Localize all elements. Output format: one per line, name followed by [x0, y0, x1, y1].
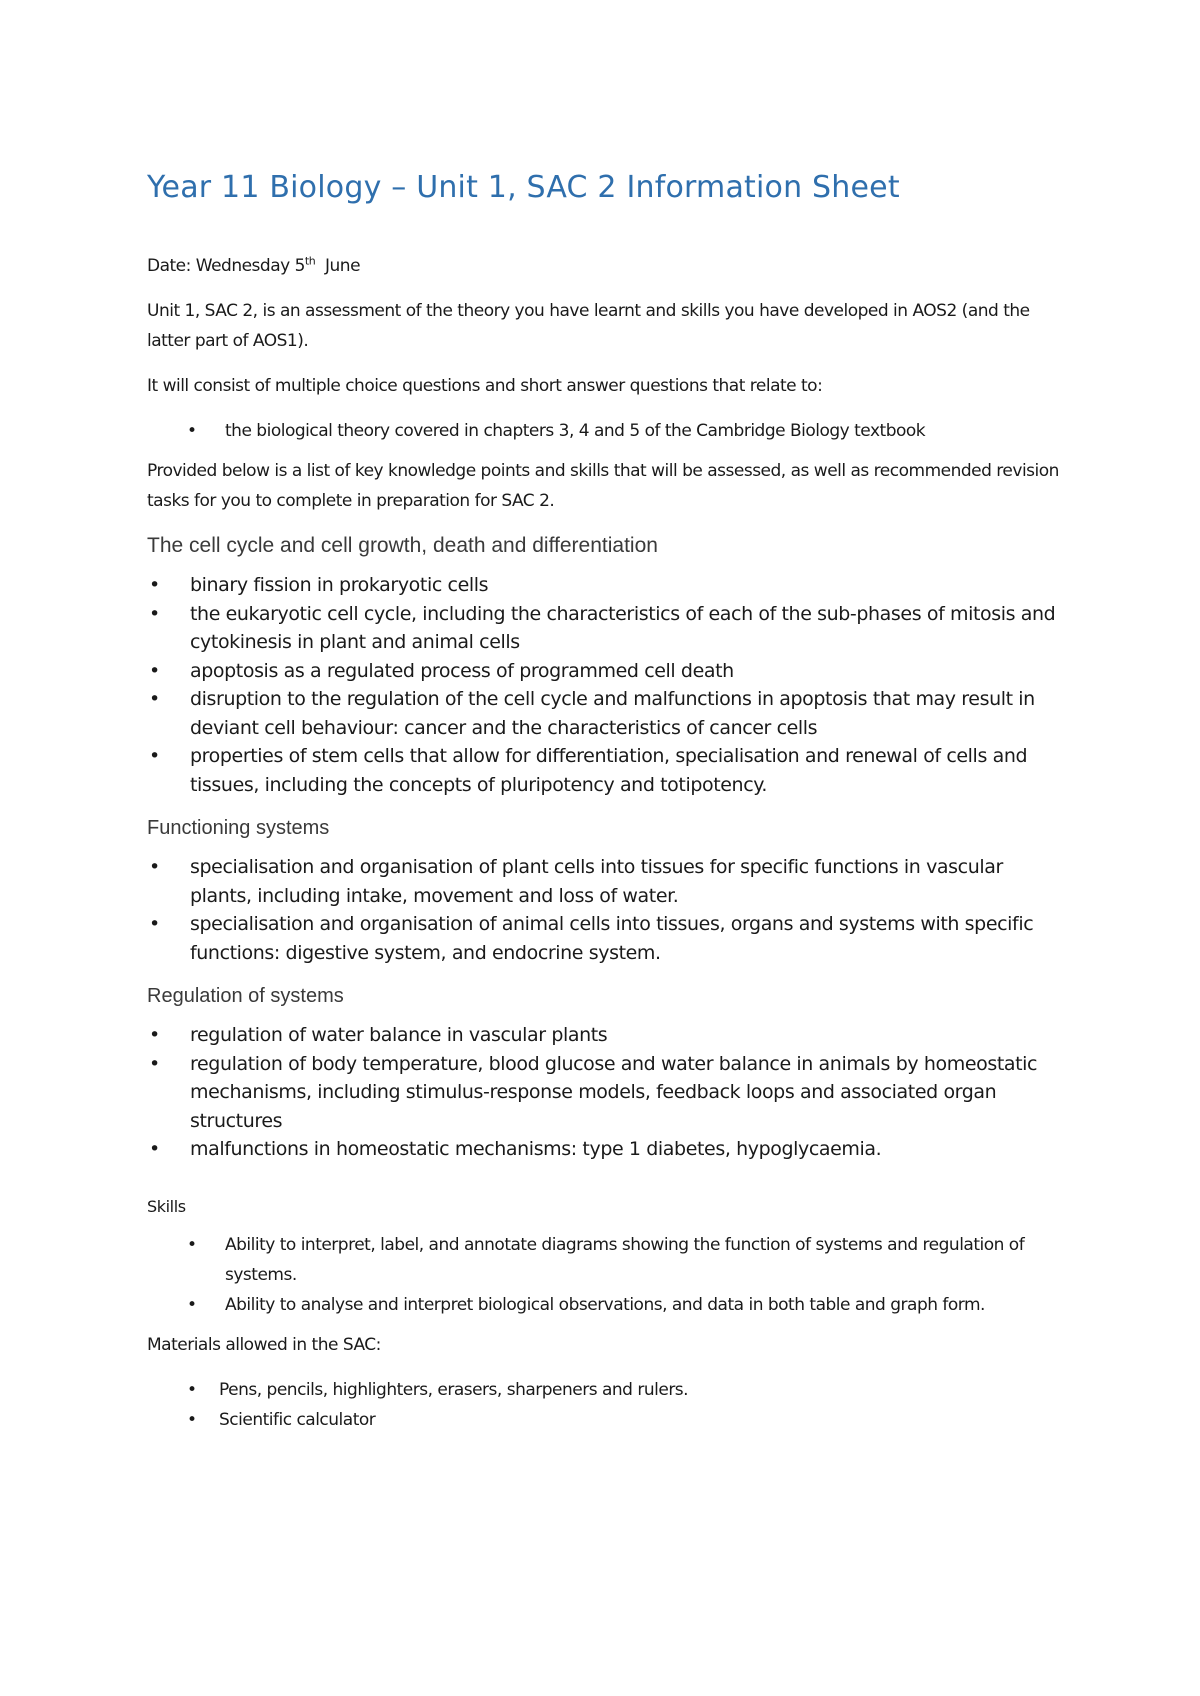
provided-paragraph: Provided below is a list of key knowledge points and skills that will be assessed, as well as recommended revision tasks for you to complete in preparation for SAC 2. [147, 461, 1059, 511]
list-item [147, 1405, 1067, 1435]
list-item [147, 1375, 1067, 1405]
bullet-icon: • [187, 1294, 197, 1315]
bullet-icon: • [149, 1138, 160, 1160]
list-item-text: disruption to the regulation of the cell cycle and malfunctions in apoptosis that may result in deviant cell behaviour: cancer and the characteristics of cancer cells [190, 688, 1035, 739]
list-item [147, 1050, 1067, 1136]
bullet-icon: • [149, 913, 160, 935]
section-list-regulation [147, 1021, 1067, 1164]
bullet-icon: • [187, 1234, 197, 1255]
list-item-text: specialisation and organisation of plant cells into tissues for specific functions in vascular plants, including intake, movement and loss of water. [190, 856, 1003, 907]
date-sup: th [304, 254, 316, 268]
date-rest: June [315, 256, 361, 276]
section-heading-functioning-systems: Functioning systems [147, 817, 330, 839]
list-item [147, 571, 1067, 600]
bullet-icon: • [149, 574, 160, 596]
bullet-icon: • [187, 421, 197, 441]
list-item [147, 853, 1067, 910]
bullet-icon: • [187, 1379, 197, 1400]
list-item [147, 416, 1067, 446]
bullet-icon: • [149, 1024, 160, 1046]
consist-list [147, 416, 1067, 446]
list-item-text: malfunctions in homeostatic mechanisms: type 1 diabetes, hypoglycaemia. [190, 1138, 882, 1160]
list-item-text: apoptosis as a regulated process of programmed cell death [190, 659, 734, 682]
section-heading-regulation: Regulation of systems [147, 985, 344, 1007]
list-item-text: regulation of body temperature, blood glucose and water balance in animals by homeostatic mechanisms, including stimulus-response models, feedback loops and associated organ structures [190, 1052, 1038, 1132]
list-item-text: specialisation and organisation of animal cells into tissues, organs and systems with specific functions: digestive system, and endocrine system. [190, 913, 1034, 964]
materials-heading: Materials allowed in the SAC: [147, 1334, 381, 1355]
bullet-icon: • [149, 659, 160, 682]
bullet-icon: • [149, 856, 160, 878]
list-item-text: the eukaryotic cell cycle, including the characteristics of each of the sub-phases of mitosis and cytokinesis in plant and animal cells [190, 602, 1056, 653]
list-item-text: Ability to interpret, label, and annotate diagrams showing the function of systems and regulation of systems. [225, 1234, 1025, 1285]
list-item-text: binary fission in prokaryotic cells [190, 574, 489, 596]
list-item-text: regulation of water balance in vascular plants [190, 1024, 608, 1046]
date-line [147, 251, 1067, 281]
intro-paragraph: Unit 1, SAC 2, is an assessment of the theory you have learnt and skills you have developed in AOS2 (and the latter part of AOS1). [147, 301, 1030, 351]
skills-list [147, 1230, 1067, 1320]
section-heading-cell-cycle: The cell cycle and cell growth, death and differentiation [147, 534, 658, 557]
bullet-icon: • [149, 602, 160, 625]
section-list-functioning-systems [147, 853, 1067, 967]
list-item [147, 657, 1067, 686]
consist-paragraph: It will consist of multiple choice questions and short answer questions that relate to: [147, 376, 823, 396]
bullet-icon: • [149, 1052, 160, 1075]
list-item-text: the biological theory covered in chapters 3, 4 and 5 of the Cambridge Biology textbook [225, 421, 926, 441]
document-page [147, 170, 1067, 1445]
list-item [147, 742, 1067, 799]
list-item [147, 600, 1067, 657]
document-title: Year 11 Biology – Unit 1, SAC 2 Information Sheet [147, 170, 900, 205]
bullet-icon: • [149, 688, 160, 710]
list-item-text: Ability to analyse and interpret biological observations, and data in both table and graph form. [225, 1294, 985, 1315]
list-item-text: Scientific calculator [219, 1409, 376, 1430]
list-item [147, 685, 1067, 742]
list-item [147, 1290, 1067, 1320]
list-item [147, 1021, 1067, 1050]
list-item [147, 1135, 1067, 1164]
bullet-icon: • [149, 745, 160, 767]
list-item [147, 1230, 1067, 1290]
skills-heading: Skills [147, 1196, 186, 1216]
list-item-text: Pens, pencils, highlighters, erasers, sharpeners and rulers. [219, 1379, 689, 1400]
section-list-cell-cycle [147, 571, 1067, 799]
materials-list [147, 1375, 1067, 1435]
date-label: Date: Wednesday 5 [147, 256, 305, 276]
list-item-text: properties of stem cells that allow for differentiation, specialisation and renewal of cells and tissues, including the concepts of pluripotency and totipotency. [190, 745, 1028, 796]
bullet-icon: • [187, 1409, 197, 1430]
list-item [147, 910, 1067, 967]
